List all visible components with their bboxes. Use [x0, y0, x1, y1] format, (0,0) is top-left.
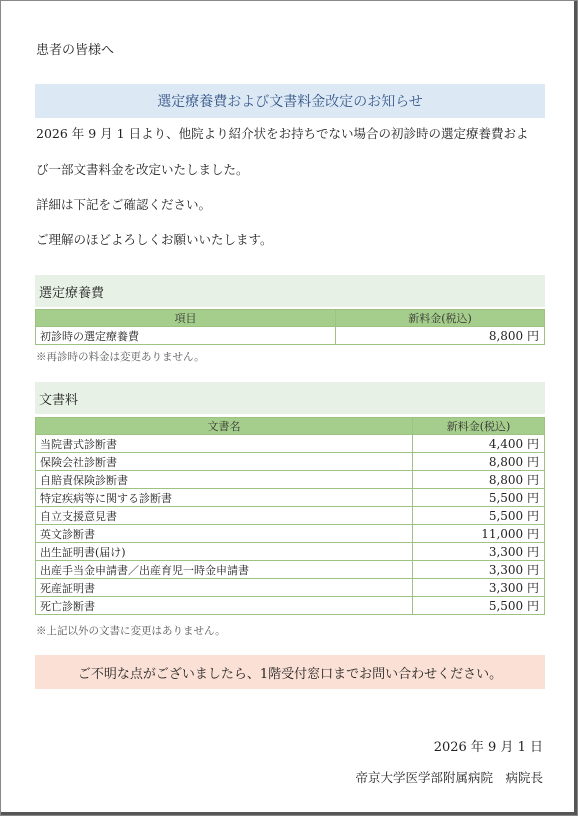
title-part-3: 文書料金	[269, 94, 326, 110]
title-part-4: 改定のお知らせ	[325, 94, 423, 110]
document-table-header	[36, 418, 545, 435]
title-banner	[35, 84, 545, 118]
fee-header-item: 項目	[36, 310, 336, 327]
document-note: ※上記以外の文書に変更はありません。	[36, 625, 226, 637]
intro-line-4: ご理解のほどよろしくお願いいたします。	[36, 232, 273, 247]
doc-item: 出産手当金申請書／出産育児一時金申請書	[36, 561, 413, 579]
doc-header-price: 新料金(税込)	[413, 418, 545, 435]
doc-item: 自賠責保険診断書	[36, 471, 413, 489]
doc-price: 3,300 円	[413, 543, 545, 561]
table-row	[36, 579, 545, 597]
fee-table	[35, 309, 545, 345]
doc-price: 3,300 円	[413, 561, 545, 579]
doc-item: 保険会社診断書	[36, 453, 413, 471]
doc-price: 5,500 円	[413, 489, 545, 507]
signature: 帝京大学医学部附属病院 病院長	[355, 770, 543, 785]
doc-item: 当院書式診断書	[36, 435, 413, 453]
doc-item: 自立支援意見書	[36, 507, 413, 525]
table-row	[36, 453, 545, 471]
issue-date: 2026 年 9 月 1 日	[433, 740, 543, 755]
fee-note: ※再診時の料金は変更ありません。	[36, 351, 205, 363]
fee-header-price: 新料金(税込)	[336, 310, 545, 327]
doc-price: 5,500 円	[413, 507, 545, 525]
salutation: 患者の皆様へ	[36, 43, 115, 58]
doc-item: 死亡診断書	[36, 597, 413, 615]
doc-item: 死産証明書	[36, 579, 413, 597]
doc-item: 出生証明書(届け)	[36, 543, 413, 561]
title-part-1: 選定療養費	[157, 94, 228, 110]
doc-item: 英文診断書	[36, 525, 413, 543]
document-table	[35, 417, 545, 615]
table-row	[36, 435, 545, 453]
doc-price: 4,400 円	[413, 435, 545, 453]
fee-item: 初診時の選定療養費	[36, 327, 336, 345]
intro-line-1: 2026 年 9 月 1 日より、他院より紹介状をお持ちでない場合の初診時の選定療養費およ	[36, 126, 529, 141]
fee-table-header	[36, 310, 545, 327]
table-row	[36, 525, 545, 543]
section-title-documents: 文書料	[35, 382, 545, 414]
title-part-2: および	[227, 94, 270, 110]
doc-price: 8,800 円	[413, 471, 545, 489]
doc-item: 特定疾病等に関する診断書	[36, 489, 413, 507]
table-row	[36, 543, 545, 561]
contact-notice: ご不明な点がございましたら、1階受付窓口までお問い合わせください。	[35, 655, 545, 689]
table-row	[36, 489, 545, 507]
doc-price: 8,800 円	[413, 453, 545, 471]
intro-line-3: 詳細は下記をご確認ください。	[36, 197, 212, 212]
doc-header-item: 文書名	[36, 418, 413, 435]
table-row	[36, 471, 545, 489]
doc-price: 5,500 円	[413, 597, 545, 615]
table-row	[36, 561, 545, 579]
table-row	[36, 597, 545, 615]
doc-price: 11,000 円	[413, 525, 545, 543]
table-row	[36, 327, 545, 345]
table-row	[36, 507, 545, 525]
doc-price: 3,300 円	[413, 579, 545, 597]
intro-line-2: び一部文書料金を改定いたしました。	[36, 162, 249, 177]
fee-price: 8,800 円	[336, 327, 545, 345]
section-title-fee: 選定療養費	[35, 275, 545, 307]
